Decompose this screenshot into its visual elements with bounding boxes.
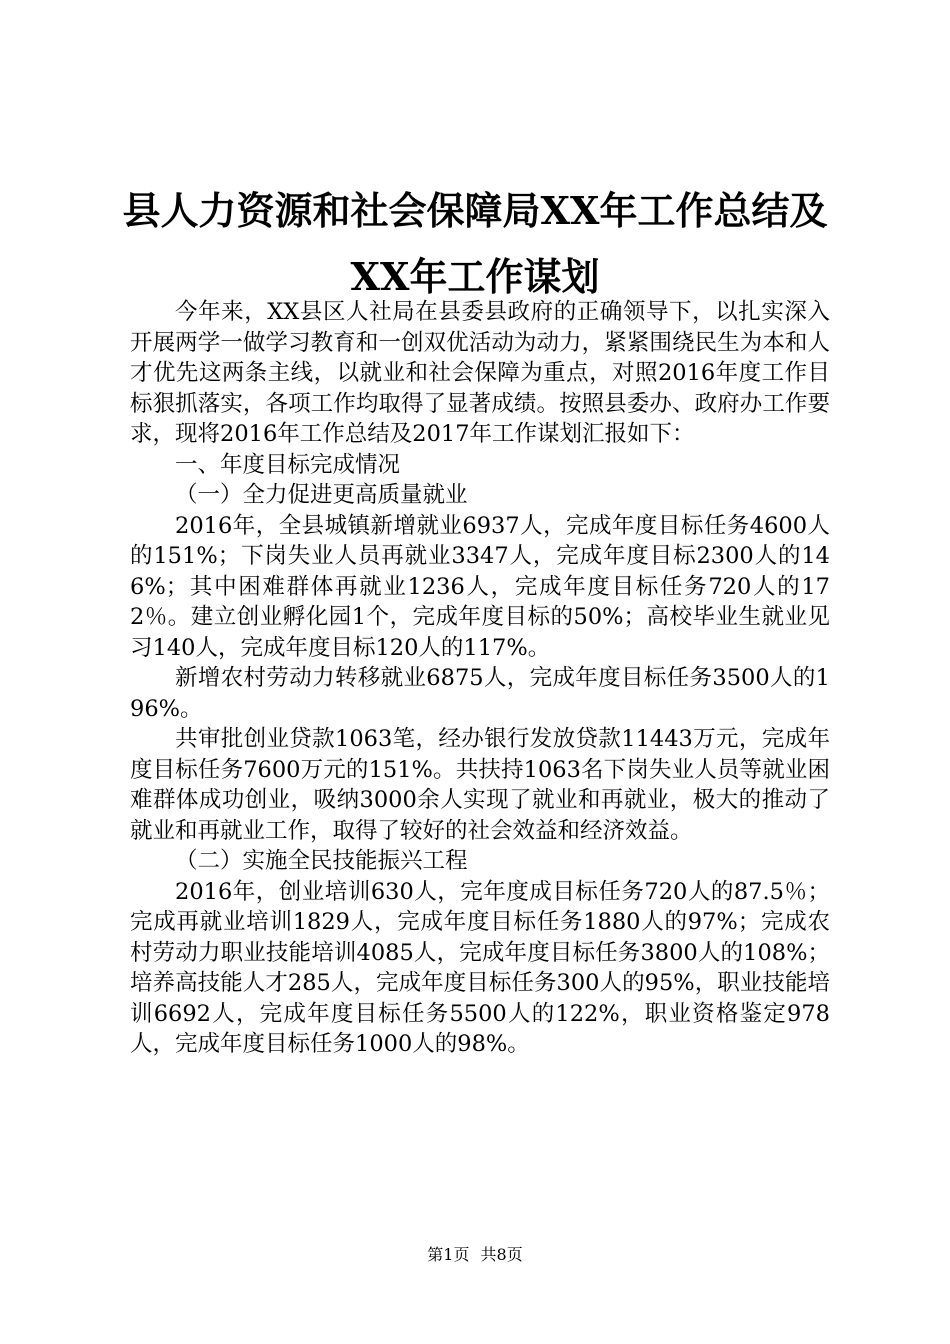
page-footer — [0, 1243, 950, 1267]
training-paragraph: 2016年，创业培训630人，完年度成目标任务720人的87.5％；完成再就业培训1829人，完成年度目标任务1880人的97%；完成农村劳动力职业技能培训4085人，完成年度目标任务3800人的108%；培养高技能人才285人，完成年度目标任务300人的95%，职业技能培训6692人，完成年度目标任务5500人的122%，职业资格鉴定978人，完成年度目标任务1000人的98%。 — [130, 878, 830, 1057]
rural-labor-paragraph: 新增农村劳动力转移就业6875人，完成年度目标任务3500人的196%。 — [130, 665, 830, 722]
page-total: 共8页 — [480, 1245, 523, 1264]
subsection-heading-skills: （二）实施全民技能振兴工程 — [175, 848, 468, 874]
subsection-heading-employment: （一）全力促进更高质量就业 — [175, 482, 468, 508]
intro-paragraph: 今年来，XX县区人社局在县委县政府的正确领导下，以扎实深入开展两学一做学习教育和一创双优活动为动力，紧紧围绕民生为本和人才优先这两条主线，以就业和社会保障为重点，对照2016年度工作目标狠抓落实，各项工作均取得了显著成绩。按照县委办、政府办工作要求，现将2016年工作总结及2017年工作谋划汇报如下： — [130, 299, 830, 447]
document-body — [130, 297, 830, 1060]
employment-paragraph: 2016年，全县城镇新增就业6937人，完成年度目标任务4600人的151%；下岗失业人员再就业3347人，完成年度目标2300人的146%；其中困难群体再就业1236人，完成年度目标任务720人的172％。建立创业孵化园1个，完成年度目标的50%；高校毕业生就业见习140人，完成年度目标120人的117%。 — [130, 512, 830, 661]
document-title: 县人力资源和社会保障局XX年工作总结及XX年工作谋划 — [122, 188, 828, 299]
loan-paragraph: 共审批创业贷款1063笔，经办银行发放贷款11443万元，完成年度目标任务7600万元的151%。共扶持1063名下岗失业人员等就业困难群体成功创业，吸纳3000余人实现了就业和再就业，极大的推动了就业和再就业工作，取得了较好的社会效益和经济效益。 — [130, 726, 830, 844]
page-number: 第1页 — [427, 1245, 470, 1264]
section-heading: 一、年度目标完成情况 — [175, 451, 401, 478]
